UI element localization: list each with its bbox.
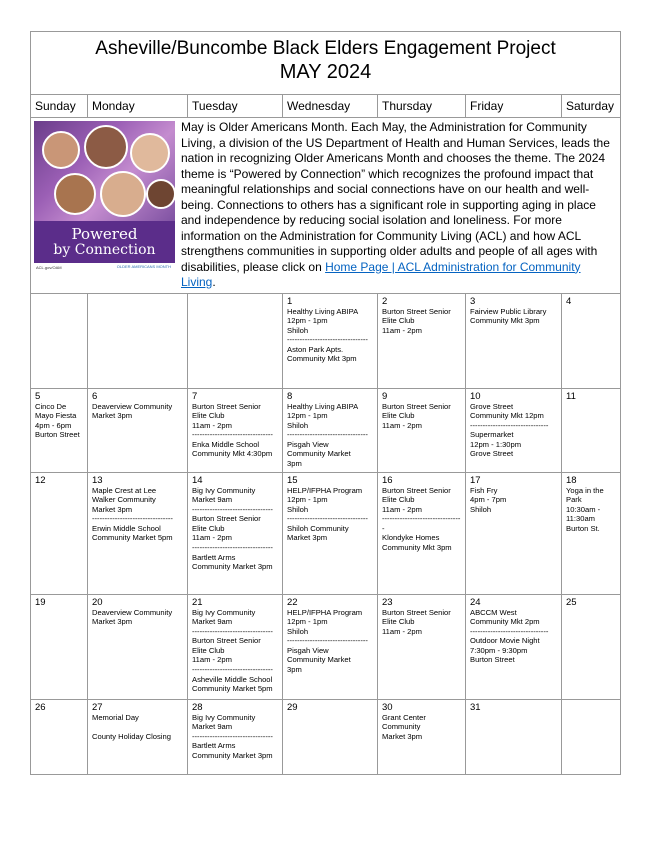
calendar-day-cell bbox=[562, 472, 621, 594]
calendar-day-cell bbox=[188, 472, 283, 594]
day-number: 25 bbox=[566, 596, 577, 608]
intro-text-end: . bbox=[212, 275, 216, 289]
intro-paragraph bbox=[181, 118, 620, 293]
day-number: 17 bbox=[470, 474, 481, 486]
powered-by-connection-image bbox=[34, 121, 175, 275]
calendar-day-cell bbox=[31, 594, 88, 699]
day-number: 1 bbox=[287, 295, 293, 307]
day-events: Big Ivy Community Market 9am -------------------------------- Burton Street Senior Elite Club 11am - 2pm -------------------------------- Asheville Middle School Community Market 5pm bbox=[192, 607, 273, 694]
day-number: 28 bbox=[192, 701, 203, 713]
day-number: 10 bbox=[470, 390, 481, 402]
promo-line1: Powered bbox=[71, 225, 138, 243]
calendar-week-row bbox=[31, 472, 621, 594]
calendar-weeks bbox=[31, 293, 621, 774]
day-header-thursday: Thursday bbox=[378, 95, 466, 118]
day-events: Burton Street Senior Elite Club 11am - 2pm -------------------------------- Enka Middle School Community Mkt 4:30pm bbox=[192, 401, 273, 459]
day-number: 4 bbox=[566, 295, 572, 307]
acl-home-page-link[interactable]: Home Page | ACL Administration for Community Living bbox=[181, 259, 581, 289]
day-number: 3 bbox=[470, 295, 476, 307]
day-events: Healthy Living ABIPA 12pm - 1pm Shiloh -------------------------------- Aston Park Apts. Community Mkt 3pm bbox=[287, 306, 368, 364]
calendar-day-cell bbox=[562, 293, 621, 388]
day-number: 16 bbox=[382, 474, 393, 486]
day-events: Maple Crest at Lee Walker Community Market 3pm -------------------------------- Erwin Middle School Community Market 5pm bbox=[92, 485, 173, 543]
day-number: 18 bbox=[566, 474, 577, 486]
day-number: 24 bbox=[470, 596, 481, 608]
day-number: 2 bbox=[382, 295, 388, 307]
calendar-day-cell bbox=[378, 293, 466, 388]
day-events: Yoga in the Park 10:30am - 11:30am Burton St. bbox=[566, 485, 604, 533]
calendar-day-cell bbox=[562, 699, 621, 774]
day-number: 8 bbox=[287, 390, 293, 402]
calendar-day-cell bbox=[88, 699, 188, 774]
day-events: Healthy Living ABIPA 12pm - 1pm Shiloh -------------------------------- Pisgah View Community Market 3pm bbox=[287, 401, 368, 469]
day-events: Fairview Public Library Community Mkt 3pm bbox=[470, 306, 547, 326]
calendar-day-cell bbox=[88, 472, 188, 594]
calendar-week-row bbox=[31, 594, 621, 699]
calendar-day-cell bbox=[31, 472, 88, 594]
calendar-day-cell bbox=[378, 699, 466, 774]
month-title: MAY 2024 bbox=[279, 61, 372, 83]
day-header-wednesday: Wednesday bbox=[283, 95, 378, 118]
day-number: 14 bbox=[192, 474, 203, 486]
day-number: 5 bbox=[35, 390, 41, 402]
day-number: 13 bbox=[92, 474, 103, 486]
day-number bbox=[88, 294, 187, 296]
day-number: 12 bbox=[35, 474, 46, 486]
calendar-day-cell bbox=[188, 293, 283, 388]
calendar-day-cell bbox=[466, 293, 562, 388]
day-number: 19 bbox=[35, 596, 46, 608]
promo-footer: ACL.gov/OAM bbox=[36, 265, 62, 270]
promo-line2: by Connection bbox=[53, 242, 156, 258]
calendar-day-cell bbox=[88, 388, 188, 472]
day-events: HELP/IFPHA Program 12pm - 1pm Shiloh -------------------------------- Pisgah View Community Market 3pm bbox=[287, 607, 368, 675]
day-events: Deaverview Community Market 3pm bbox=[92, 607, 173, 627]
calendar-day-cell bbox=[283, 594, 378, 699]
calendar-day-cell bbox=[88, 293, 188, 388]
calendar-day-cell bbox=[31, 388, 88, 472]
calendar-day-cell bbox=[378, 594, 466, 699]
people-collage-image bbox=[34, 121, 175, 226]
calendar-day-cell bbox=[466, 699, 562, 774]
calendar-day-cell bbox=[188, 699, 283, 774]
calendar-table bbox=[30, 31, 621, 775]
day-number: 6 bbox=[92, 390, 98, 402]
calendar-day-cell bbox=[283, 293, 378, 388]
day-header-sunday: Sunday bbox=[31, 95, 88, 118]
day-header-monday: Monday bbox=[88, 95, 188, 118]
day-events: Big Ivy Community Market 9am -------------------------------- Bartlett Arms Community Market 3pm bbox=[192, 712, 273, 760]
day-header-friday: Friday bbox=[466, 95, 562, 118]
day-events: ABCCM West Community Mkt 2pm ------------------------------- Outdoor Movie Night 7:30pm - 9:30pm Burton Street bbox=[470, 607, 549, 665]
day-events: Burton Street Senior Elite Club 11am - 2pm -------------------------------- Klondyke Homes Community Mkt 3pm bbox=[382, 485, 461, 553]
day-number: 30 bbox=[382, 701, 393, 713]
day-header-row bbox=[31, 95, 621, 118]
day-number bbox=[31, 294, 87, 296]
day-number bbox=[562, 700, 620, 702]
day-number: 11 bbox=[566, 390, 576, 402]
calendar-day-cell bbox=[378, 472, 466, 594]
day-events: Memorial Day County Holiday Closing bbox=[92, 712, 171, 741]
calendar-day-cell bbox=[283, 388, 378, 472]
calendar-day-cell bbox=[31, 699, 88, 774]
day-number: 22 bbox=[287, 596, 298, 608]
day-number: 15 bbox=[287, 474, 298, 486]
day-events: Burton Street Senior Elite Club 11am - 2pm bbox=[382, 607, 451, 636]
intro-block bbox=[31, 118, 621, 294]
older-americans-month-logo: OLDER AMERICANS MONTH bbox=[116, 264, 171, 269]
calendar-week-row bbox=[31, 699, 621, 774]
day-number: 29 bbox=[287, 701, 298, 713]
day-number: 23 bbox=[382, 596, 393, 608]
calendar-day-cell bbox=[283, 699, 378, 774]
calendar-day-cell bbox=[283, 472, 378, 594]
page-title: Asheville/Buncombe Black Elders Engagement Project bbox=[95, 38, 556, 59]
title-block bbox=[31, 32, 621, 95]
day-number: 20 bbox=[92, 596, 103, 608]
calendar-day-cell bbox=[466, 388, 562, 472]
day-events: Grant Center Community Market 3pm bbox=[382, 712, 426, 741]
day-events: Big Ivy Community Market 9am -------------------------------- Burton Street Senior Elite Club 11am - 2pm -------------------------------- Bartlett Arms Community Market 3pm bbox=[192, 485, 273, 572]
day-header-saturday: Saturday bbox=[562, 95, 621, 118]
calendar-week-row bbox=[31, 388, 621, 472]
calendar-week-row bbox=[31, 293, 621, 388]
day-events: Burton Street Senior Elite Club 11am - 2pm bbox=[382, 401, 451, 430]
day-header-tuesday: Tuesday bbox=[188, 95, 283, 118]
calendar-day-cell bbox=[188, 594, 283, 699]
day-number: 31 bbox=[470, 701, 481, 713]
day-number: 7 bbox=[192, 390, 198, 402]
day-events: Deaverview Community Market 3pm bbox=[92, 401, 173, 421]
day-events: HELP/IFPHA Program 12pm - 1pm Shiloh -------------------------------- Shiloh Community Market 3pm bbox=[287, 485, 368, 543]
day-number bbox=[188, 294, 282, 296]
day-events: Grove Street Community Mkt 12pm ------------------------------- Supermarket 12pm - 1:30pm Grove Street bbox=[470, 401, 549, 459]
calendar-day-cell bbox=[466, 472, 562, 594]
calendar-day-cell bbox=[562, 388, 621, 472]
calendar-day-cell bbox=[31, 293, 88, 388]
calendar-day-cell bbox=[88, 594, 188, 699]
day-events: Burton Street Senior Elite Club 11am - 2pm bbox=[382, 306, 451, 335]
day-events: Cinco De Mayo Fiesta 4pm - 6pm Burton Street bbox=[35, 401, 80, 440]
day-events: Fish Fry 4pm - 7pm Shiloh bbox=[470, 485, 507, 514]
calendar-day-cell bbox=[378, 388, 466, 472]
day-number: 9 bbox=[382, 390, 388, 402]
day-number: 27 bbox=[92, 701, 103, 713]
calendar-day-cell bbox=[188, 388, 283, 472]
calendar-day-cell bbox=[466, 594, 562, 699]
day-number: 21 bbox=[192, 596, 203, 608]
calendar-day-cell bbox=[562, 594, 621, 699]
intro-text: May is Older Americans Month. Each May, the Administration for Community Living, a division of the US Department of Health and Human Services, leads the nation in recognizing Older Americans Month and chooses the theme. The 2024 theme is “Powered by Connection” which recognizes the profound impact that meaningful relationships and social connections have on our health and well-being. Connections to others has a significant role in supporting aging in place and independence by reducing social isolation and loneliness. For more information on the Administration for Community Living (ACL) and how ACL strengthens communities in supporting older adults and people of all ages with disabilities, please click on bbox=[181, 120, 610, 274]
day-number: 26 bbox=[35, 701, 46, 713]
